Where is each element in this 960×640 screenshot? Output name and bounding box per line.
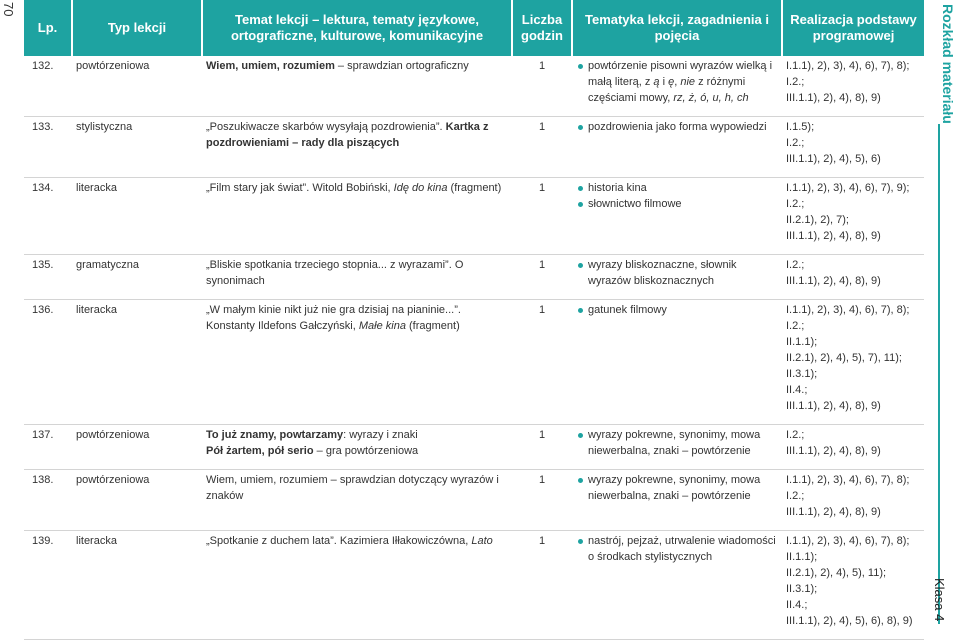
cell-core	[782, 470, 924, 531]
cell-topic: „Spotkanie z duchem lata”. Kazimiera Iłłakowiczówna, Lato	[202, 531, 512, 640]
core-reference: III.1.1), 2), 4), 5), 6), 8), 9)	[786, 615, 913, 627]
cell-subject	[572, 255, 782, 300]
cell-subject	[572, 117, 782, 178]
cell-lp: 132.	[24, 56, 72, 117]
cell-type: literacka	[72, 300, 202, 425]
cell-hours: 1	[512, 117, 572, 178]
header-hours: Liczba godzin	[512, 0, 572, 56]
core-reference: I.2.;	[786, 429, 805, 441]
table-body	[24, 56, 924, 640]
core-reference: II.2.1), 2), 7);	[786, 214, 849, 226]
cell-lp: 138.	[24, 470, 72, 531]
cell-type: powtórzeniowa	[72, 470, 202, 531]
core-reference: I.1.1), 2), 3), 4), 6), 7), 8);	[786, 304, 910, 316]
subject-item: powtórzenie pisowni wyrazów wielką i małą literą, z ą i ę, nie z różnymi częściami mowy, rz, ż, ó, u, h, ch	[576, 58, 778, 106]
cell-topic: „W małym kinie nikt już nie gra dzisiaj na pianinie...”. Konstanty Ildefons Gałczyński, Małe kina (fragment)	[202, 300, 512, 425]
cell-lp: 135.	[24, 255, 72, 300]
cell-subject	[572, 178, 782, 255]
subject-item: wyrazy bliskoznaczne, słownik wyrazów bliskoznacznych	[576, 257, 778, 289]
subject-list	[576, 58, 778, 106]
subject-list	[576, 472, 778, 504]
core-reference: III.1.1), 2), 4), 8), 9)	[786, 275, 881, 287]
subject-item: nastrój, pejzaż, utrwalenie wiadomości o środkach stylistycznych	[576, 533, 778, 565]
subject-item: wyrazy pokrewne, synonimy, mowa niewerbalna, znaki – powtórzenie	[576, 427, 778, 459]
cell-lp: 134.	[24, 178, 72, 255]
core-reference: I.1.1), 2), 3), 4), 6), 7), 8);	[786, 535, 910, 547]
table-row	[24, 255, 924, 300]
cell-type: literacka	[72, 178, 202, 255]
cell-topic: Wiem, umiem, rozumiem – sprawdzian dotyczący wyrazów i znaków	[202, 470, 512, 531]
cell-topic: Wiem, umiem, rozumiem – sprawdzian ortograficzny	[202, 56, 512, 117]
cell-type: powtórzeniowa	[72, 56, 202, 117]
table-row	[24, 178, 924, 255]
cell-subject	[572, 56, 782, 117]
cell-core	[782, 255, 924, 300]
table-row	[24, 531, 924, 640]
core-reference: I.2.;	[786, 259, 805, 271]
cell-core	[782, 178, 924, 255]
core-reference: II.2.1), 2), 4), 5), 7), 11);	[786, 352, 902, 364]
table-row	[24, 425, 924, 470]
cell-core	[782, 117, 924, 178]
table-row	[24, 300, 924, 425]
core-reference: I.1.1), 2), 3), 4), 6), 7), 8);	[786, 474, 910, 486]
cell-core	[782, 425, 924, 470]
cell-hours: 1	[512, 531, 572, 640]
subject-item: słownictwo filmowe	[576, 196, 778, 212]
cell-hours: 1	[512, 425, 572, 470]
core-reference: II.3.1);	[786, 368, 818, 380]
core-reference: III.1.1), 2), 4), 5), 6)	[786, 153, 881, 165]
cell-type: stylistyczna	[72, 117, 202, 178]
core-reference: I.2.;	[786, 76, 805, 88]
cell-hours: 1	[512, 56, 572, 117]
cell-topic: „Poszukiwacze skarbów wysyłają pozdrowienia”. Kartka z pozdrowieniami – rady dla piszących	[202, 117, 512, 178]
sidebar-title: Rozkład materiału	[940, 4, 956, 124]
cell-subject	[572, 531, 782, 640]
table-row	[24, 56, 924, 117]
subject-list	[576, 302, 778, 318]
lesson-table	[24, 0, 924, 640]
cell-subject	[572, 300, 782, 425]
cell-core	[782, 300, 924, 425]
core-reference: II.1.1);	[786, 551, 818, 563]
subject-item: gatunek filmowy	[576, 302, 778, 318]
core-reference: II.3.1);	[786, 583, 818, 595]
sidebar	[928, 0, 960, 623]
core-reference: II.4.;	[786, 599, 808, 611]
subject-list	[576, 180, 778, 212]
core-reference: III.1.1), 2), 4), 8), 9)	[786, 445, 881, 457]
table-row	[24, 117, 924, 178]
sidebar-klasa: Klasa 4	[932, 578, 947, 622]
subject-item: historia kina	[576, 180, 778, 196]
core-reference: I.2.;	[786, 137, 805, 149]
core-reference: II.1.1);	[786, 336, 818, 348]
core-reference: I.2.;	[786, 490, 805, 502]
subject-item: wyrazy pokrewne, synonimy, mowa niewerbalna, znaki – powtórzenie	[576, 472, 778, 504]
header-subject: Tematyka lekcji, zagadnienia i pojęcia	[572, 0, 782, 56]
cell-lp: 137.	[24, 425, 72, 470]
header-topic: Temat lekcji – lektura, tematy językowe, ortograficzne, kulturowe, komunikacyjne	[202, 0, 512, 56]
sidebar-divider	[938, 124, 940, 624]
core-reference: I.1.1), 2), 3), 4), 6), 7), 8);	[786, 60, 910, 72]
subject-list	[576, 119, 778, 135]
core-reference: I.1.5);	[786, 121, 815, 133]
core-reference: II.2.1), 2), 4), 5), 11);	[786, 567, 887, 579]
cell-type: gramatyczna	[72, 255, 202, 300]
core-reference: I.1.1), 2), 3), 4), 6), 7), 9);	[786, 182, 910, 194]
cell-type: powtórzeniowa	[72, 425, 202, 470]
table-header	[24, 0, 924, 56]
header-core: Realizacja podstawy programowej	[782, 0, 924, 56]
cell-topic: „Film stary jak świat”. Witold Bobiński, Idę do kina (fragment)	[202, 178, 512, 255]
cell-topic: To już znamy, powtarzamy: wyrazy i znaki Pół żartem, pół serio – gra powtórzeniowa	[202, 425, 512, 470]
table-row	[24, 470, 924, 531]
subject-item: pozdrowienia jako forma wypowiedzi	[576, 119, 778, 135]
cell-type: literacka	[72, 531, 202, 640]
cell-hours: 1	[512, 300, 572, 425]
core-reference: II.4.;	[786, 384, 808, 396]
cell-core	[782, 56, 924, 117]
core-reference: I.2.;	[786, 320, 805, 332]
subject-list	[576, 427, 778, 459]
cell-topic: „Bliskie spotkania trzeciego stopnia... z wyrazami”. O synonimach	[202, 255, 512, 300]
subject-list	[576, 257, 778, 289]
page-number: 70	[1, 2, 16, 17]
cell-subject	[572, 425, 782, 470]
cell-subject	[572, 470, 782, 531]
cell-hours: 1	[512, 255, 572, 300]
cell-hours: 1	[512, 178, 572, 255]
cell-lp: 139.	[24, 531, 72, 640]
subject-list	[576, 533, 778, 565]
cell-lp: 136.	[24, 300, 72, 425]
core-reference: III.1.1), 2), 4), 8), 9)	[786, 400, 881, 412]
core-reference: III.1.1), 2), 4), 8), 9)	[786, 506, 881, 518]
cell-hours: 1	[512, 470, 572, 531]
cell-lp: 133.	[24, 117, 72, 178]
core-reference: III.1.1), 2), 4), 8), 9)	[786, 230, 881, 242]
core-reference: I.2.;	[786, 198, 805, 210]
header-lp: Lp.	[24, 0, 72, 56]
cell-core	[782, 531, 924, 640]
core-reference: III.1.1), 2), 4), 8), 9)	[786, 92, 881, 104]
header-type: Typ lekcji	[72, 0, 202, 56]
